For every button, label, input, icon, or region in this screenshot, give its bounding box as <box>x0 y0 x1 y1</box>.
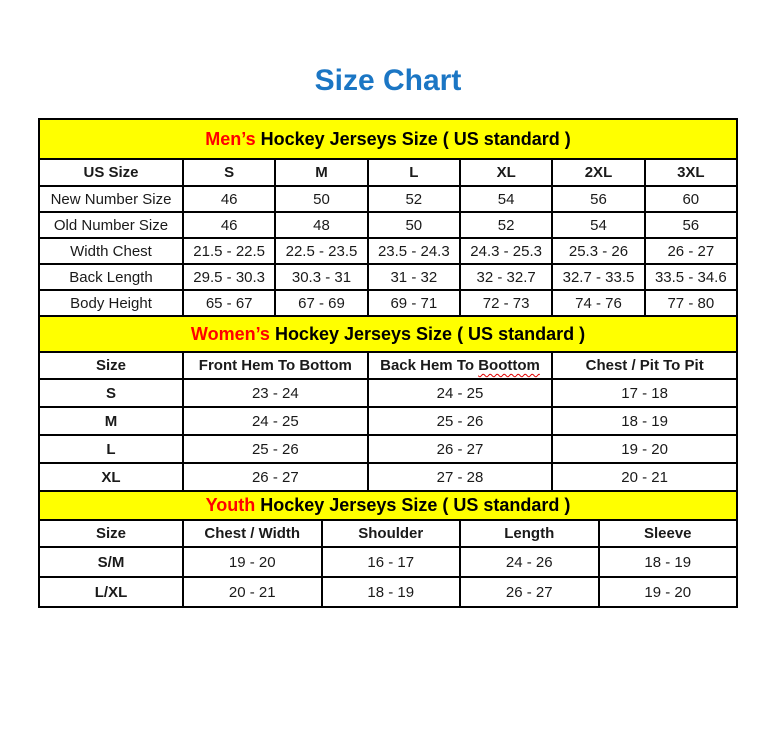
womens-table-caption <box>39 316 737 352</box>
table-cell: 19 - 20 <box>183 547 322 577</box>
table-cell: 30.3 - 31 <box>275 264 367 290</box>
table-row <box>39 238 737 264</box>
row-label: Width Chest <box>39 238 183 264</box>
youth-caption-cell <box>39 491 737 520</box>
table-cell: 27 - 28 <box>368 463 553 491</box>
table-cell: 31 - 32 <box>368 264 460 290</box>
row-label: L/XL <box>39 577 183 607</box>
table-cell: 48 <box>275 212 367 238</box>
column-header-chest-width: Chest / Width <box>183 520 322 547</box>
row-label: S/M <box>39 547 183 577</box>
size-chart <box>38 118 738 608</box>
table-cell: 19 - 20 <box>552 435 737 463</box>
table-row <box>39 407 737 435</box>
row-label: Back Length <box>39 264 183 290</box>
youth-caption-highlight: Youth <box>205 495 256 515</box>
table-cell: 20 - 21 <box>552 463 737 491</box>
column-header-xl: XL <box>460 159 552 186</box>
row-label: XL <box>39 463 183 491</box>
table-cell: 18 - 19 <box>322 577 461 607</box>
column-header-2xl: 2XL <box>552 159 644 186</box>
table-cell: 56 <box>552 186 644 212</box>
column-header-sleeve: Sleeve <box>599 520 738 547</box>
youth-size-table <box>38 490 738 608</box>
table-cell: 56 <box>645 212 737 238</box>
row-label: Old Number Size <box>39 212 183 238</box>
womens-size-table <box>38 315 738 492</box>
table-cell: 24 - 25 <box>368 379 553 407</box>
column-header-chest: Chest / Pit To Pit <box>552 352 737 379</box>
table-cell: 23 - 24 <box>183 379 368 407</box>
table-cell: 46 <box>183 186 275 212</box>
table-cell: 67 - 69 <box>275 290 367 316</box>
womens-header-row <box>39 352 737 379</box>
table-cell: 25 - 26 <box>368 407 553 435</box>
table-cell: 52 <box>368 186 460 212</box>
table-cell: 50 <box>275 186 367 212</box>
column-header-us-size: US Size <box>39 159 183 186</box>
column-header-length: Length <box>460 520 599 547</box>
table-row <box>39 435 737 463</box>
mens-caption-cell <box>39 119 737 159</box>
womens-caption-cell <box>39 316 737 352</box>
table-row <box>39 212 737 238</box>
table-cell: 21.5 - 22.5 <box>183 238 275 264</box>
table-row <box>39 577 737 607</box>
row-label: S <box>39 379 183 407</box>
table-cell: 74 - 76 <box>552 290 644 316</box>
table-row <box>39 547 737 577</box>
row-label: L <box>39 435 183 463</box>
womens-caption-text: Hockey Jerseys Size ( US standard ) <box>269 323 586 344</box>
table-cell: 26 - 27 <box>645 238 737 264</box>
table-cell: 22.5 - 23.5 <box>275 238 367 264</box>
column-header-shoulder: Shoulder <box>322 520 461 547</box>
row-label: New Number Size <box>39 186 183 212</box>
column-header-l: L <box>368 159 460 186</box>
table-cell: 32 - 32.7 <box>460 264 552 290</box>
table-cell: 26 - 27 <box>183 463 368 491</box>
table-cell: 33.5 - 34.6 <box>645 264 737 290</box>
womens-caption-highlight: Women’s <box>190 323 270 344</box>
youth-header-row <box>39 520 737 547</box>
mens-table-caption <box>39 119 737 159</box>
table-cell: 19 - 20 <box>599 577 738 607</box>
table-cell: 54 <box>460 186 552 212</box>
column-header-back-hem <box>368 352 553 379</box>
row-label: M <box>39 407 183 435</box>
table-cell: 20 - 21 <box>183 577 322 607</box>
table-cell: 18 - 19 <box>552 407 737 435</box>
column-header-front-hem: Front Hem To Bottom <box>183 352 368 379</box>
back-hem-misspelled-word: Boottom <box>478 357 540 374</box>
table-row <box>39 290 737 316</box>
table-cell: 16 - 17 <box>322 547 461 577</box>
table-cell: 77 - 80 <box>645 290 737 316</box>
column-header-s: S <box>183 159 275 186</box>
table-cell: 46 <box>183 212 275 238</box>
table-row <box>39 463 737 491</box>
column-header-3xl: 3XL <box>645 159 737 186</box>
table-cell: 32.7 - 33.5 <box>552 264 644 290</box>
column-header-size: Size <box>39 352 183 379</box>
back-hem-prefix: Back Hem To <box>380 357 479 374</box>
table-cell: 24 - 26 <box>460 547 599 577</box>
table-row <box>39 264 737 290</box>
mens-caption-highlight: Men’s <box>205 128 256 149</box>
mens-caption-text: Hockey Jerseys Size ( US standard ) <box>255 128 571 149</box>
table-cell: 54 <box>552 212 644 238</box>
table-cell: 65 - 67 <box>183 290 275 316</box>
youth-caption-text: Hockey Jerseys Size ( US standard ) <box>255 495 571 515</box>
table-cell: 25 - 26 <box>183 435 368 463</box>
table-cell: 52 <box>460 212 552 238</box>
page-title: Size Chart <box>314 64 462 97</box>
table-cell: 25.3 - 26 <box>552 238 644 264</box>
table-row <box>39 379 737 407</box>
table-cell: 17 - 18 <box>552 379 737 407</box>
column-header-m: M <box>275 159 367 186</box>
table-cell: 29.5 - 30.3 <box>183 264 275 290</box>
table-cell: 26 - 27 <box>368 435 553 463</box>
table-cell: 50 <box>368 212 460 238</box>
table-cell: 24 - 25 <box>183 407 368 435</box>
table-cell: 18 - 19 <box>599 547 738 577</box>
table-row <box>39 186 737 212</box>
table-cell: 72 - 73 <box>460 290 552 316</box>
youth-table-caption <box>39 491 737 520</box>
row-label: Body Height <box>39 290 183 316</box>
table-cell: 23.5 - 24.3 <box>368 238 460 264</box>
table-cell: 60 <box>645 186 737 212</box>
mens-header-row <box>39 159 737 186</box>
column-header-size: Size <box>39 520 183 547</box>
table-cell: 24.3 - 25.3 <box>460 238 552 264</box>
table-cell: 69 - 71 <box>368 290 460 316</box>
table-cell: 26 - 27 <box>460 577 599 607</box>
mens-size-table <box>38 118 738 317</box>
